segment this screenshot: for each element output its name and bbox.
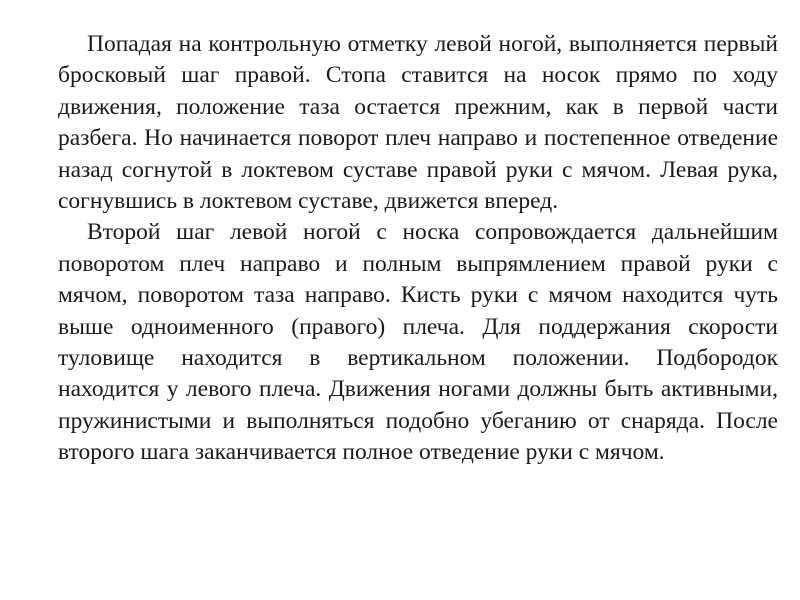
paragraph-first-throw-step: Попадая на контрольную отметку левой ногой, выполняется первый бросковый шаг правой. Стопа ставится на носок прямо по ходу движения, положение таза остается прежним, как в первой части разбега. Но начинается поворот плеч направо и постепенное отведение назад согнутой в локтевом суставе правой руки с мячом. Левая рука, согнувшись в локтевом суставе, движется вперед. bbox=[58, 31, 778, 215]
document-page bbox=[58, 29, 778, 469]
paragraph-second-step: Второй шаг левой ногой с носка сопровождается дальнейшим поворотом плеч направо и полным выпрямлением правой руки с мячом, поворотом таза направо. Кисть руки с мячом находится чуть выше одноименного (правого) плеча. Для поддержания скорости туловище находится в вертикальном положении. Подбородок находится у левого плеча. Движения ногами должны быть активными, пружинистыми и выполняться подобно убеганию от снаряда. После второго шага заканчивается полное отведение руки с мячом. bbox=[58, 219, 778, 466]
